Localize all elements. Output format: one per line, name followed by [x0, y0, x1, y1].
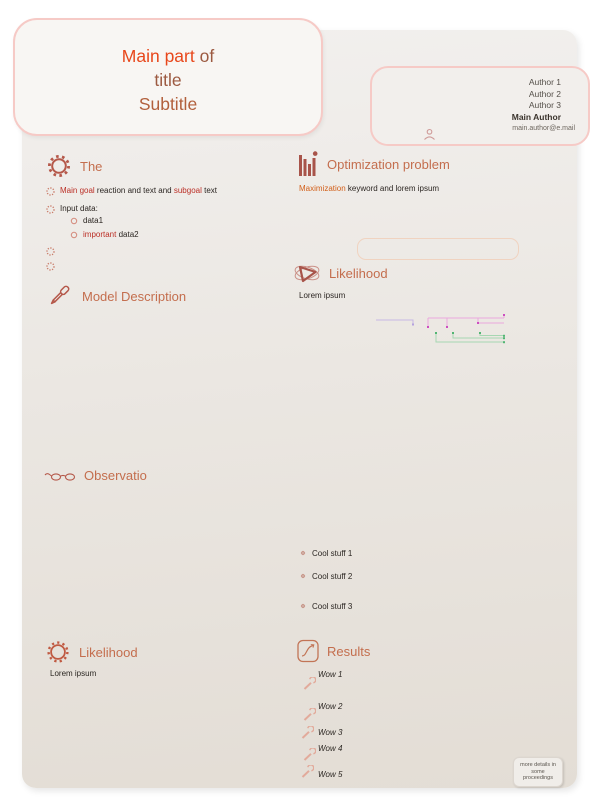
keyword-important: important: [83, 230, 117, 239]
goal-end-text: text: [201, 186, 218, 195]
bullet-input-data: [46, 204, 98, 214]
section-optimization-header: [299, 151, 450, 178]
poster-title-line1: [15, 44, 321, 68]
person-icon: [423, 128, 436, 141]
gear-bullet-icon: [46, 205, 55, 214]
likelihood-right-body: Lorem ipsum: [299, 291, 346, 300]
wrench-icon: [302, 677, 316, 691]
wow-item-2: Wow 2: [318, 702, 343, 711]
bar-chart-icon: [299, 151, 319, 178]
wow-item-5: Wow 5: [318, 770, 343, 779]
keyword-main-goal: Main goal: [60, 186, 95, 195]
author-2: Author 2: [528, 88, 561, 99]
author-3: Author 3: [528, 100, 561, 110]
sub-bullet-data1: [70, 216, 103, 225]
atom-triangle-icon: [293, 260, 321, 286]
wow-item-1: Wow 1: [318, 670, 343, 679]
wow-item-4: Wow 4: [318, 744, 343, 753]
gear-bullet-icon-empty: [46, 247, 55, 256]
goal-mid-text: reaction and text and: [94, 186, 174, 195]
glasses-icon: [44, 469, 76, 483]
line-chart-icon: [297, 639, 319, 663]
gear-icon: [46, 153, 72, 179]
section-likelihood-right-header: [293, 260, 388, 286]
keyword-subgoal: subgoal: [173, 186, 202, 195]
optimization-body: [299, 184, 439, 193]
likelihood-left-body: Lorem ipsum: [50, 669, 97, 678]
wrench-icon: [302, 748, 316, 762]
section-observation-title: Observatio: [84, 468, 147, 483]
gear-bullet-icon: [46, 187, 55, 196]
diamond-icon: [299, 602, 307, 610]
circle-bullet-icon: [70, 231, 78, 239]
poster-title-main: Main part: [121, 46, 195, 66]
likelihood-tree-diagram: [368, 308, 523, 348]
poster-title-rest: of: [194, 46, 215, 66]
gear-icon: [45, 639, 71, 665]
section-the-title: The: [80, 158, 103, 174]
author-box: [370, 66, 590, 146]
poster-title-line2: title: [154, 70, 182, 90]
proceedings-note-line1: more details in: [520, 762, 556, 769]
cool-stuff-3-text: Cool stuff 3: [312, 602, 353, 611]
section-model-title: Model Description: [82, 288, 187, 304]
data2-rest-text: data2: [116, 230, 139, 239]
diamond-icon: [299, 572, 307, 580]
bullet-main-goal-text: [60, 186, 217, 195]
section-results-title: Results: [327, 643, 371, 659]
section-the-header: [46, 153, 102, 179]
sub-bullet-data1-text: data1: [83, 216, 104, 225]
optimization-rest-text: keyword and lorem ipsum: [345, 184, 440, 193]
bullet-main-goal: [46, 186, 217, 196]
sub-bullet-data2: [70, 230, 139, 239]
section-optimization-title: Optimization problem: [327, 157, 450, 172]
wrench-icon: [300, 726, 314, 740]
proceedings-note-line3: proceedings: [523, 775, 553, 782]
main-author: Main Author: [511, 111, 561, 122]
cool-stuff-item: [299, 549, 352, 558]
author-email: main.author@e.mail: [512, 125, 575, 132]
cool-stuff-1-text: Cool stuff 1: [312, 549, 353, 558]
author-1: Author 1: [528, 77, 561, 87]
sub-bullet-data2-text: [83, 230, 139, 239]
section-likelihood-left-title: Likelihood: [79, 644, 138, 660]
title-box: [13, 18, 323, 136]
poster-subtitle: Subtitle: [138, 94, 198, 114]
wrench-icon: [302, 708, 316, 722]
bullet-input-label: Input data:: [60, 204, 98, 213]
proceedings-note-line2: some: [531, 768, 545, 775]
keyword-maximization: Maximization: [299, 184, 346, 193]
section-model-header: [44, 281, 186, 311]
diamond-icon: [299, 549, 307, 557]
section-likelihood-left-header: [45, 639, 138, 665]
gear-bullet-icon-empty: [46, 262, 55, 271]
wow-item-3: Wow 3: [318, 728, 343, 737]
section-observation-header: [44, 468, 147, 483]
formula-placeholder-box: [357, 238, 519, 260]
proceedings-note: [513, 757, 563, 787]
circle-bullet-icon: [70, 217, 78, 225]
section-results-header: [297, 639, 370, 663]
cool-stuff-item: [299, 602, 352, 611]
cool-stuff-item: [299, 572, 352, 581]
screwdriver-icon: [44, 281, 74, 311]
section-likelihood-right-title: Likelihood: [329, 265, 388, 281]
wrench-icon: [300, 765, 314, 779]
cool-stuff-2-text: Cool stuff 2: [312, 572, 353, 581]
